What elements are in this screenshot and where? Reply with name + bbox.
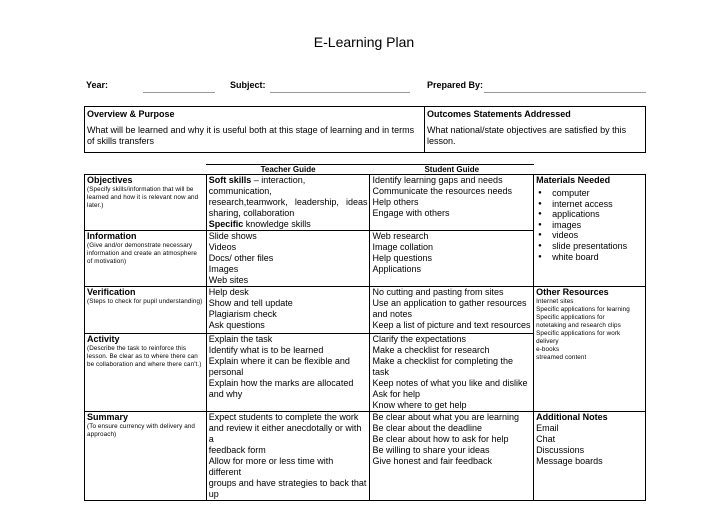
summary-student-cell bbox=[370, 412, 534, 501]
summary-teacher-cell bbox=[206, 412, 370, 501]
list-item: ● white board bbox=[552, 252, 643, 263]
row-description: (To ensure currency with delivery and approach) bbox=[87, 423, 195, 438]
list-item: ● internet access bbox=[552, 199, 643, 210]
list-item: notetaking and research clips bbox=[536, 322, 621, 329]
list-item: Chat bbox=[536, 434, 556, 444]
prepared-by-field[interactable] bbox=[484, 92, 646, 93]
subject-label: Subject: bbox=[230, 80, 266, 90]
objectives-cell bbox=[85, 175, 207, 231]
year-label: Year: bbox=[86, 80, 109, 90]
teacher-text: Slide shows bbox=[208, 231, 257, 241]
list-item: ● computer bbox=[552, 188, 643, 199]
list-item: Specific applications for work bbox=[536, 330, 621, 337]
teacher-text: Explain where it can be flexible and bbox=[208, 356, 350, 366]
student-text: Help others bbox=[372, 197, 419, 207]
teacher-bold-text: Specific bbox=[208, 219, 244, 229]
verification-cell bbox=[85, 287, 207, 334]
list-item: ● applications bbox=[552, 209, 643, 220]
teacher-text: Images bbox=[208, 264, 239, 274]
teacher-text: and why bbox=[208, 389, 243, 399]
outcomes-text: What national/state objectives are satisfied by this lesson. bbox=[427, 125, 627, 146]
verification-student-cell bbox=[370, 287, 534, 334]
page-title: E-Learning Plan bbox=[313, 34, 415, 50]
outcomes-cell bbox=[425, 107, 646, 153]
row-heading: Verification bbox=[87, 287, 136, 297]
student-text: Keep a list of picture and text resources bbox=[372, 320, 531, 330]
prepared-by-label: Prepared By: bbox=[427, 80, 484, 90]
student-text: Engage with others bbox=[372, 208, 450, 218]
teacher-text: research,teamwork, leadership, ideas bbox=[208, 197, 368, 207]
overview-table bbox=[84, 106, 646, 153]
teacher-text: Expect students to complete the work bbox=[208, 412, 359, 422]
teacher-text: feedback form bbox=[208, 445, 266, 455]
other-resources-heading: Other Resources bbox=[536, 287, 609, 297]
list-item: Specific applications for bbox=[536, 314, 605, 321]
list-item: delivery bbox=[536, 338, 559, 345]
teacher-text: Videos bbox=[208, 242, 237, 252]
overview-cell bbox=[85, 107, 425, 153]
student-text: Communicate the resources needs bbox=[372, 186, 513, 196]
student-text: Give honest and fair feedback bbox=[372, 456, 493, 466]
verification-teacher-cell bbox=[206, 287, 370, 334]
student-text: and notes bbox=[372, 309, 413, 319]
list-item: Email bbox=[536, 423, 559, 433]
student-text: Be clear about the deadline bbox=[372, 423, 483, 433]
teacher-guide-heading: Teacher Guide bbox=[206, 165, 370, 175]
list-item: Specific applications for learning bbox=[536, 306, 630, 313]
row-description: (Specify skills/information that will be learned and how it is relevant now and later.) bbox=[87, 186, 199, 209]
teacher-text: and review it either anecdotally or with a bbox=[208, 423, 362, 444]
student-text: Web research bbox=[372, 231, 429, 241]
teacher-text: Web sites bbox=[208, 275, 249, 285]
teacher-text: Show and tell update bbox=[208, 298, 293, 308]
objectives-student-cell bbox=[370, 175, 534, 231]
teacher-text: sharing, collaboration bbox=[208, 208, 295, 218]
teacher-text: Allow for more or less time with different bbox=[208, 456, 334, 477]
information-teacher-cell bbox=[206, 231, 370, 287]
teacher-text: Docs/ other files bbox=[208, 253, 274, 263]
overview-heading: Overview & Purpose bbox=[87, 109, 175, 119]
student-text: Ask for help bbox=[372, 389, 420, 399]
student-text: Know where to get help bbox=[372, 400, 467, 410]
summary-cell bbox=[85, 412, 207, 501]
student-text: Clarify the expectations bbox=[372, 334, 467, 344]
list-item: Discussions bbox=[536, 445, 585, 455]
plan-table bbox=[84, 164, 646, 501]
student-text: Make a checklist for completing the task bbox=[372, 356, 514, 377]
additional-notes-cell bbox=[534, 412, 646, 501]
teacher-text: up bbox=[208, 489, 219, 499]
student-text: Image collation bbox=[372, 242, 434, 252]
materials-cell bbox=[534, 175, 646, 287]
teacher-text: Ask questions bbox=[208, 320, 265, 330]
row-description: (Describe the task to reinforce this lesson. Be clear as to where there can be collaboration and where there can't.) bbox=[87, 345, 202, 368]
list-item: e-books bbox=[536, 346, 560, 353]
row-heading: Summary bbox=[87, 412, 129, 422]
teacher-text: knowledge skills bbox=[243, 219, 311, 229]
list-item: Message boards bbox=[536, 456, 603, 466]
overview-text: What will be learned and why it is useful both at this stage of learning and in terms of skills transfers bbox=[87, 125, 415, 146]
row-heading: Activity bbox=[87, 334, 120, 344]
teacher-text: – interaction, communication, bbox=[208, 175, 306, 196]
teacher-text: Help desk bbox=[208, 287, 249, 297]
student-text: Be clear about what you are learning bbox=[372, 412, 520, 422]
student-text: Be willing to share your ideas bbox=[372, 445, 490, 455]
teacher-text: Explain the task bbox=[208, 334, 273, 344]
list-item: ● slide presentations bbox=[552, 241, 643, 252]
information-cell bbox=[85, 231, 207, 287]
teacher-text: Explain how the marks are allocated bbox=[208, 378, 354, 388]
other-resources-cell bbox=[534, 287, 646, 412]
student-text: Applications bbox=[372, 264, 421, 274]
teacher-bold-text: Soft skills bbox=[208, 175, 252, 185]
student-text: No cutting and pasting from sites bbox=[372, 287, 504, 297]
materials-heading: Materials Needed bbox=[536, 175, 611, 185]
student-guide-heading: Student Guide bbox=[370, 165, 534, 175]
list-item: ● images bbox=[552, 220, 643, 231]
year-field[interactable] bbox=[143, 92, 215, 93]
student-text: Be clear about how to ask for help bbox=[372, 434, 509, 444]
teacher-text: personal bbox=[208, 367, 244, 377]
additional-notes-heading: Additional Notes bbox=[536, 412, 608, 422]
student-text: Identify learning gaps and needs bbox=[372, 175, 503, 185]
row-heading: Information bbox=[87, 231, 137, 241]
information-student-cell bbox=[370, 231, 534, 287]
row-description: (Give and/or demonstrate necessary information and create an atmosphere of motivation) bbox=[87, 242, 198, 265]
row-heading: Objectives bbox=[87, 175, 133, 185]
row-description: (Steps to check for pupil understanding) bbox=[87, 298, 203, 305]
activity-teacher-cell bbox=[206, 334, 370, 412]
activity-student-cell bbox=[370, 334, 534, 412]
materials-list bbox=[536, 188, 643, 262]
student-text: Use an application to gather resources bbox=[372, 298, 527, 308]
objectives-teacher-cell bbox=[206, 175, 370, 231]
list-item: Internet sites bbox=[536, 298, 574, 305]
subject-field[interactable] bbox=[270, 92, 410, 93]
activity-cell bbox=[85, 334, 207, 412]
student-text: Keep notes of what you like and dislike bbox=[372, 378, 528, 388]
student-text: Help questions bbox=[372, 253, 433, 263]
list-item: streamed content bbox=[536, 354, 587, 361]
student-text: Make a checklist for research bbox=[372, 345, 490, 355]
outcomes-heading: Outcomes Statements Addressed bbox=[427, 109, 571, 119]
teacher-text: groups and have strategies to back that bbox=[208, 478, 367, 488]
teacher-text: Plagiarism check bbox=[208, 309, 277, 319]
teacher-text: Identify what is to be learned bbox=[208, 345, 324, 355]
list-item: ● videos bbox=[552, 230, 643, 241]
